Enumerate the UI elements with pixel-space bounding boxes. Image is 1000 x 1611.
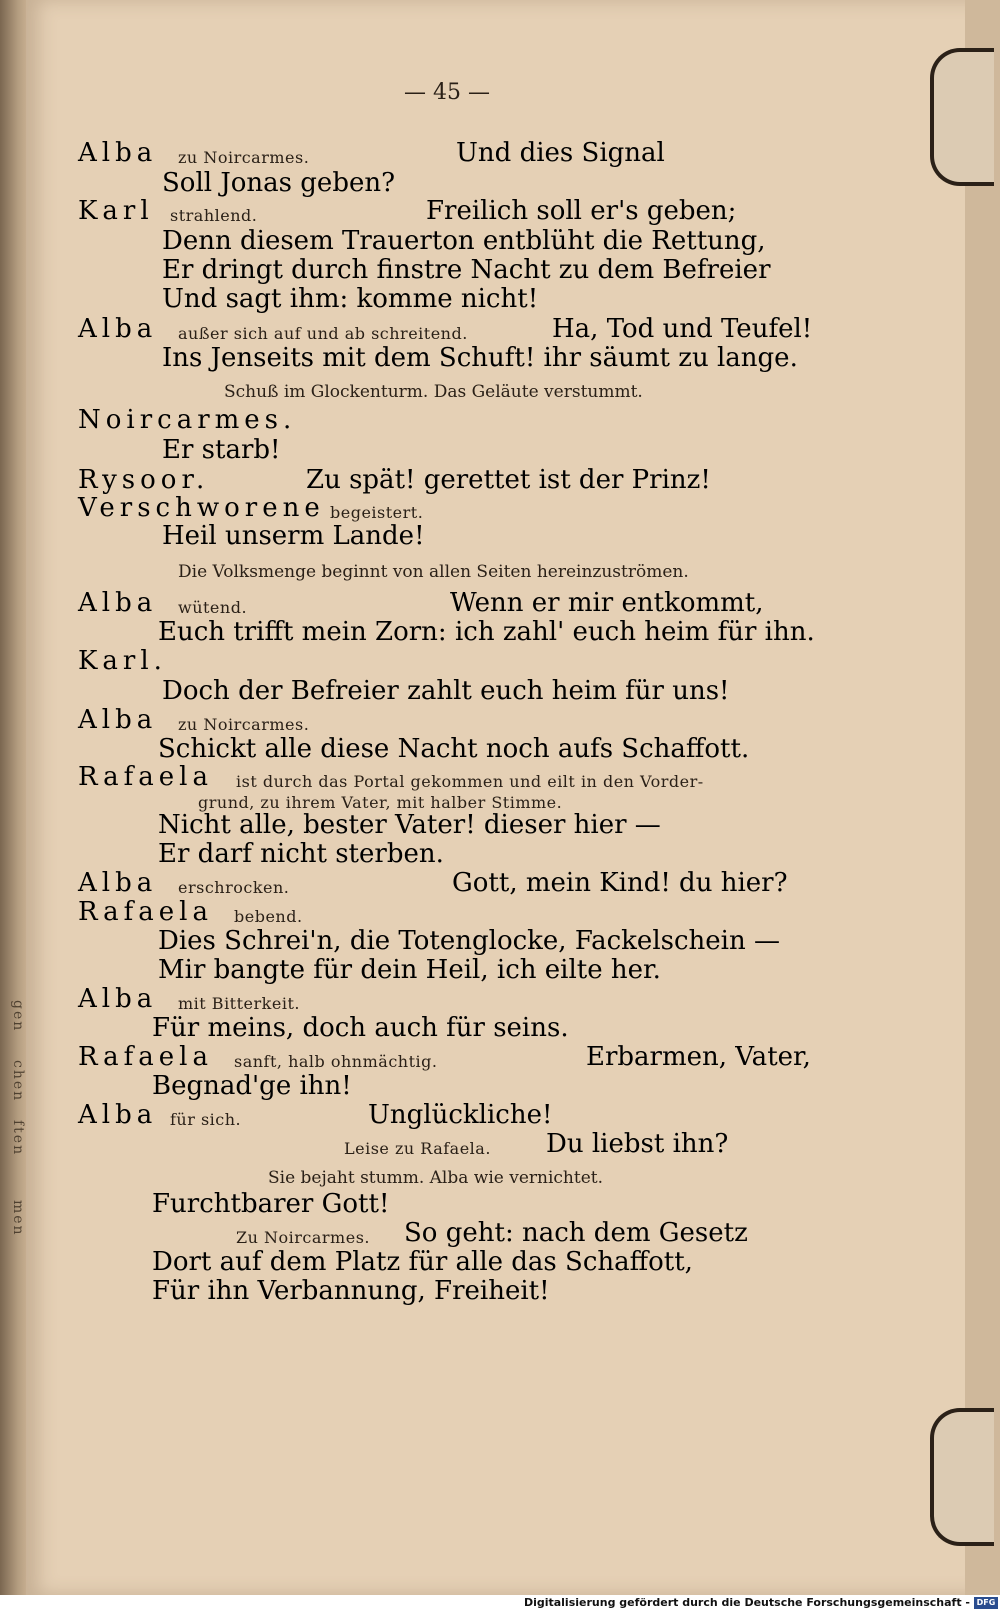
page-number: — 45 — — [404, 80, 490, 105]
verse-line: Euch trifft mein Zorn: ich zahl' euch heim für ihn. — [158, 617, 815, 647]
stage-direction: ist durch das Portal gekommen und eilt in den Vorder- — [236, 772, 704, 791]
stage-direction: für sich. — [170, 1110, 242, 1129]
funding-credit: Digitalisierung gefördert durch die Deutsche Forschungsgemeinschaft - — [523, 1596, 970, 1609]
verse-line: Mir bangte für dein Heil, ich eilte her. — [158, 955, 661, 985]
verse-line: Furchtbarer Gott! — [152, 1189, 390, 1219]
stage-direction: bebend. — [234, 907, 303, 926]
speaker-name: Rafaela — [78, 762, 214, 792]
stage-direction: mit Bitterkeit. — [178, 994, 300, 1013]
speaker-name: Rafaela — [78, 897, 214, 927]
verse-line: Er darf nicht sterben. — [158, 839, 444, 869]
margin-fragment: men — [10, 1200, 26, 1237]
verse-line: Zu spät! gerettet ist der Prinz! — [306, 465, 711, 495]
verse-line: Und sagt ihm: komme nicht! — [162, 284, 539, 314]
stage-direction: begeistert. — [330, 503, 424, 522]
speaker-name: Alba — [78, 1100, 158, 1130]
verse-line: Für meins, doch auch für seins. — [152, 1013, 569, 1043]
stage-direction: Leise zu Rafaela. — [344, 1139, 491, 1158]
stage-direction: sanft, halb ohnmächtig. — [234, 1052, 438, 1071]
verse-line: Soll Jonas geben? — [162, 168, 396, 198]
binding-clip-top — [930, 48, 994, 186]
verse-line: So geht: nach dem Gesetz — [404, 1218, 748, 1248]
verse-line: Er dringt durch finstre Nacht zu dem Befreier — [162, 255, 771, 285]
footer-bar — [0, 1595, 1000, 1611]
verse-line: Für ihn Verbannung, Freiheit! — [152, 1276, 550, 1306]
speaker-name: Karl — [78, 196, 154, 226]
verse-line: Schickt alle diese Nacht noch aufs Schaffott. — [158, 734, 750, 764]
verse-line: Erbarmen, Vater, — [586, 1042, 811, 1072]
margin-fragment: chen — [10, 1060, 26, 1103]
verse-line: Nicht alle, bester Vater! dieser hier — — [158, 810, 661, 840]
page-edge — [965, 0, 1000, 1595]
verse-line: Denn diesem Trauerton entblüht die Rettung, — [162, 226, 766, 256]
stage-direction: Zu Noircarmes. — [236, 1228, 370, 1247]
speaker-name: Alba — [78, 588, 158, 618]
speaker-name: Alba — [78, 705, 158, 735]
dfg-logo: DFG — [974, 1597, 998, 1609]
verse-line: Und dies Signal — [456, 138, 665, 168]
stage-direction: zu Noircarmes. — [178, 148, 310, 167]
verse-line: Dies Schrei'n, die Totenglocke, Fackelschein — — [158, 926, 780, 956]
verse-line: Gott, mein Kind! du hier? — [452, 868, 788, 898]
stage-direction: strahlend. — [170, 206, 258, 225]
speaker-name: Noircarmes. — [78, 405, 297, 435]
speaker-name: Rafaela — [78, 1042, 214, 1072]
stage-direction: außer sich auf und ab schreitend. — [178, 324, 468, 343]
speaker-name: Verschworene — [78, 493, 325, 523]
speaker-name: Alba — [78, 314, 158, 344]
verse-line: Unglückliche! — [368, 1100, 553, 1130]
stage-direction: Die Volksmenge beginnt von allen Seiten hereinzuströmen. — [178, 562, 689, 582]
stage-direction: Sie bejaht stumm. Alba wie vernichtet. — [268, 1168, 603, 1188]
verse-line: Doch der Befreier zahlt euch heim für uns! — [162, 676, 730, 706]
speaker-name: Alba — [78, 138, 158, 168]
stage-direction: grund, zu ihrem Vater, mit halber Stimme. — [198, 793, 563, 812]
verse-line: Begnad'ge ihn! — [152, 1071, 352, 1101]
margin-fragment: gen — [10, 1000, 26, 1033]
speaker-name: Karl. — [78, 646, 167, 676]
verse-line: Ha, Tod und Teufel! — [552, 314, 813, 344]
margin-fragment: ften — [10, 1120, 26, 1157]
verse-line: Wenn er mir entkommt, — [450, 588, 764, 618]
speaker-name: Alba — [78, 868, 158, 898]
verse-line: Ins Jenseits mit dem Schuft! ihr säumt zu lange. — [162, 343, 798, 373]
stage-direction: Schuß im Glockenturm. Das Geläute verstummt. — [224, 382, 643, 402]
speaker-name: Rysoor. — [78, 465, 210, 495]
stage-direction: erschrocken. — [178, 878, 290, 897]
stage-direction: zu Noircarmes. — [178, 715, 310, 734]
verse-line: Freilich soll er's geben; — [426, 196, 737, 226]
binding-clip-bottom — [930, 1408, 994, 1546]
verse-line: Du liebst ihn? — [546, 1129, 729, 1159]
verse-line: Dort auf dem Platz für alle das Schaffott, — [152, 1247, 693, 1277]
stage-direction: wütend. — [178, 598, 248, 617]
speaker-name: Alba — [78, 984, 158, 1014]
verse-line: Heil unserm Lande! — [162, 521, 425, 551]
verse-line: Er starb! — [162, 435, 281, 465]
